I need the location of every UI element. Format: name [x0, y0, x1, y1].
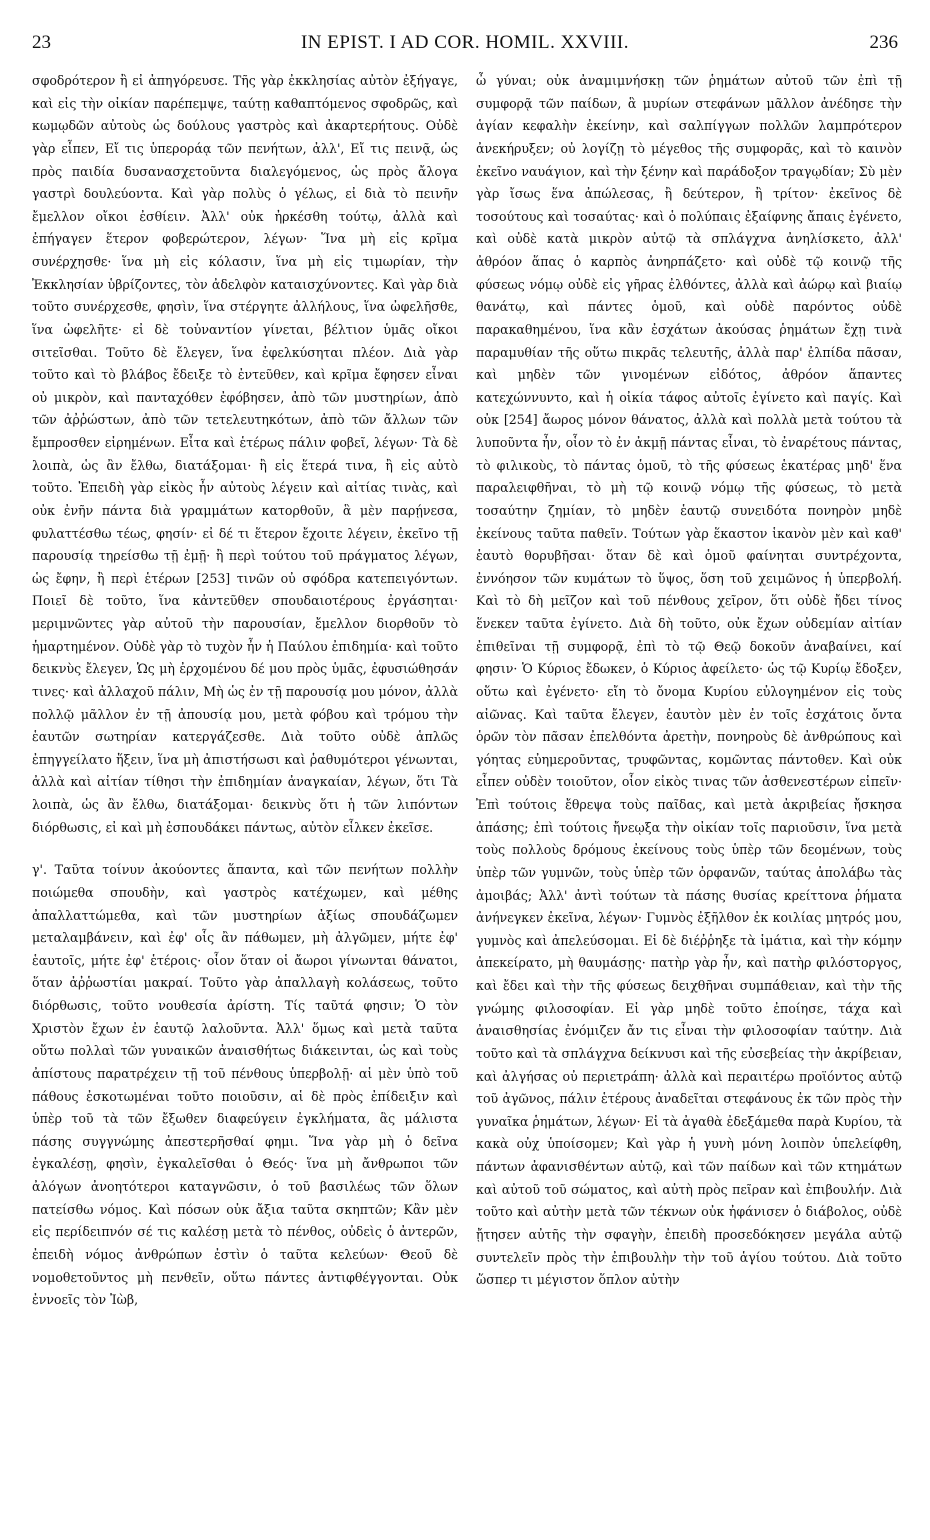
page-number-left: 23	[32, 32, 51, 53]
page-number-right: 236	[869, 32, 898, 53]
left-column	[32, 70, 458, 1312]
right-paragraph-1: ὦ γύναι; οὐκ ἀναμιμνήσκῃ τῶν ῥημάτων αὐτοῦ τῶν ἐπὶ τῇ συμφορᾷ τῶν παίδων, ἃ μυρίων στεφάνων μᾶλλον ἀνέδησε τὴν ἁγίαν κεφαλὴν ἐκείνην, καὶ σαλπίγγων πολλῶν λαμπρότερον ἀνεκήρυξεν; οὐ λογίζῃ τὸ μέγεθος τῆς συμφορᾶς, καὶ τὸ καινὸν ἐκεῖνο ναυάγιον, καὶ τὴν ξένην καὶ παράδοξον τραγῳδίαν; Σὺ μὲν γὰρ ἴσως ἕνα ἀπώλεσας, ἢ δεύτερον, ἢ τρίτον· ἐκεῖνος δὲ τοσούτους καὶ τοσαύτας· καὶ ὁ πολύπαις ἐξαίφνης ἄπαις ἐγένετο, καὶ οὐδὲ κατὰ μικρὸν αὐτῷ τὰ σπλάγχνα ἀνηλίσκετο, ἀλλ' ἀθρόον ἅπας ὁ καρπὸς ἀνηρπάζετο· καὶ οὐδὲ τῷ κοινῷ τῆς φύσεως νόμῳ οὐδὲ εἰς γῆρας ἐλθόντες, ἀλλὰ καὶ ἀώρῳ καὶ βιαίῳ θανάτῳ, καὶ πάντες ὁμοῦ, καὶ οὐδὲ παρόντος οὐδὲ παρακαθημένου, ἵνα κἂν ἐσχάτων ἀκούσας ῥημάτων ἔχῃ τινὰ παραμυθίαν τῆς οὕτω πικρᾶς τελευτῆς, ἀλλὰ παρ' ἐλπίδα πᾶσαν, καὶ μηδὲν τῶν γινομένων εἰδότος, ἀθρόον ἅπαντες κατεχώννυντο, καὶ ἡ οἰκία τάφος αὐτοῖς ἐγίνετο καὶ παγίς. Καὶ οὐκ [254] ἄωρος μόνον θάνατος, ἀλλὰ καὶ πολλὰ μετὰ τούτου τὰ λυποῦντα ἦν, οἷον τὸ ἐν ἀκμῇ πάντας εἶναι, τὸ ἐναρέτους πάντας, τὸ φιλικοὺς, τὸ πάντας ὁμοῦ, τὸ τῆς φύσεως ἑκατέρας μηδ' ἕνα παραλειφθῆναι, τὸ μὴ τῷ κοινῷ νόμῳ τῆς φύσεως, τὸ μετὰ τοσαύτην ζημίαν, τὸ μηδὲν ἑαυτῷ συνειδότα πονηρὸν μηδὲ ἐκείνους ταῦτα παθεῖν. Τούτων γὰρ ἕκαστον ἱκανὸν μὲν καὶ καθ' ἑαυτὸ θορυβῆσαι· ὅταν δὲ καὶ ὁμοῦ φαίνηται συντρέχοντα, ἐννόησον τῶν κυμάτων τὸ ὕψος, ὅση τοῦ χειμῶνος ἡ ὑπερβολή. Καὶ τὸ δὴ μεῖζον καὶ τοῦ πένθους χεῖρον, ὅτι οὐδὲ ἤδει τίνος ἕνεκεν ταῦτα ἐγίνετο. Διὰ δὴ τοῦτο, οὐκ ἔχων οὐδεμίαν αἰτίαν ἐπιθεῖναι τῇ συμφορᾷ, ἐπὶ τὸ τῷ Θεῷ δοκοῦν ἀναβαίνει, καί φησιν· Ὁ Κύριος ἔδωκεν, ὁ Κύριος ἀφείλετο· ὡς τῷ Κυρίῳ ἔδοξεν, οὕτω καὶ ἐγένετο· εἴη τὸ ὄνομα Κυρίου εὐλογημένον εἰς τοὺς αἰῶνας. Καὶ ταῦτα ἔλεγεν, ἑαυτὸν μὲν ἐν τοῖς ἐσχάτοις ὄντα ὁρῶν τὸν πᾶσαν ἐπελθόντα ἀρετὴν, πονηροὺς δὲ ἀνθρώπους καὶ γόητας εὐημεροῦντας, τρυφῶντας, κομῶντας πάντοθεν. Καὶ οὐκ εἶπεν οὐδὲν τοιοῦτον, οἷον εἰκὸς τινας τῶν ἀσθενεστέρων εἰπεῖν· Ἐπὶ τούτοις ἔθρεψα τοὺς παῖδας, καὶ μετὰ ἀκριβείας ἤσκησα ἀπάσης; ἐπὶ τούτοις ἤνεῳξα τὴν οἰκίαν τοῖς παριοῦσιν, ἵνα μετὰ τοὺς πολλοὺς δρόμους ἐκείνους τοὺς ὑπὲρ τῶν δεομένων, τοὺς ὑπὲρ τῶν γυμνῶν, τοὺς ὑπὲρ τῶν ὀρφανῶν, ταύτας ἀπολάβω τὰς ἀμοιβάς; Ἀλλ' ἀντὶ τούτων τὰ πάσης θυσίας κρείττονα ῥήματα ἀνήνεγκεν ἐκεῖνα, λέγων· Γυμνὸς ἐξῆλθον ἐκ κοιλίας μητρός μου, γυμνὸς καὶ ἀπελεύσομαι. Εἰ δὲ διέῤῥηξε τὰ ἱμάτια, καὶ τὴν κόμην ἀπεκείρατο, μὴ θαυμάσῃς· πατὴρ γὰρ ἦν, καὶ πατὴρ φιλόστοργος, καὶ ἔδει καὶ τὴν τῆς φύσεως δειχθῆναι συμπάθειαν, καὶ τὴν τῆς γνώμης φιλοσοφίαν. Εἰ γὰρ μηδὲ τοῦτο ἐποίησε, τάχα καὶ ἀναισθησίας ἐνόμιζεν ἄν τις εἶναι τὴν φιλοσοφίαν ταύτην. Διὰ τοῦτο καὶ τὰ σπλάγχνα δείκνυσι καὶ τῆς εὐσεβείας τὴν ἀκρίβειαν, καὶ ἀλγήσας οὐ περιετράπη· ἀλλὰ καὶ περαιτέρω προϊόντος αὐτῷ τοῦ ἀγῶνος, πάλιν ἑτέρους ἀναδεῖται στεφάνους ἐκ τῶν πρὸς τὴν γυναῖκα ῥημάτων, λέγων· Εἰ τὰ ἀγαθὰ ἐδεξάμεθα παρὰ Κυρίου, τὰ κακὰ οὐχ ὑποίσομεν; Καὶ γὰρ ἡ γυνὴ μόνη λοιπὸν ὑπελείφθη, πάντων ἀφανισθέντων αὐτῷ, καὶ τῶν παίδων καὶ τῶν κτημάτων καὶ αὐτοῦ τοῦ σώματος, καὶ αὐτὴ πρὸς πεῖραν καὶ ἐπιβουλήν. Διὰ τοῦτο καὶ αὐτὴν μετὰ τῶν τέκνων οὐκ ἠφάνισεν ὁ διάβολος, οὐδὲ ᾔτησεν αὐτῆς τὴν σφαγὴν, ἐπειδὴ προσεδόκησεν μεγάλα αὐτῷ συντελεῖν πρὸς τὴν ἐπιβουλὴν τὴν τοῦ ἁγίου τούτου. Διὰ τοῦτο ὥσπερ τι μέγιστον ὅπλον αὐτὴν	[476, 73, 902, 1288]
left-paragraph-2: γ'. Ταῦτα τοίνυν ἀκούοντες ἅπαντα, καὶ τῶν πενήτων πολλὴν ποιώμεθα σπουδὴν, καὶ γαστρὸς κατέχωμεν, καὶ μέθης ἀπαλλαττώμεθα, καὶ τῶν μυστηρίων ἀξίως σπουδάζωμεν μεταλαμβάνειν, καὶ ἐφ' οἷς ἂν πάθωμεν, μὴ ἀλγῶμεν, μήτε ἐφ' ἑαυτοῖς, μήτε ἐφ' ἑτέροις· οἷον ὅταν οἱ ἄωροι γίνωνται θάνατοι, ὅταν ἀῤῥωστίαι μακραί. Τοῦτο γὰρ ἀπαλλαγὴ κολάσεως, τοῦτο διόρθωσις, τοῦτο νουθεσία ἀρίστη. Τίς ταῦτά φησιν; Ὁ τὸν Χριστὸν ἔχων ἐν ἑαυτῷ λαλοῦντα. Ἀλλ' ὅμως καὶ μετὰ ταῦτα οὕτω πολλαὶ τῶν γυναικῶν ἀναισθήτως διάκεινται, ὡς καὶ τοὺς ἀπίστους παρατρέχειν τῇ τοῦ πένθους ὑπερβολῇ· αἱ μὲν ὑπὸ τοῦ πάθους ἐσκοτωμέναι τοῦτο ποιοῦσιν, αἱ δὲ πρὸς ἐπίδειξιν καὶ ὑπὲρ τοῦ τὰ τῶν ἔξωθεν διαφεύγειν ἐγκλήματα, ἃς μάλιστα πάσης συγγνώμης ἀπεστερῆσθαί φημι. Ἵνα γὰρ μὴ ὁ δεῖνα ἐγκαλέσῃ, φησὶν, ἐγκαλεῖσθαι ὁ Θεός· ἵνα μὴ ἄνθρωποι τῶν ἀλόγων ἀνοητότεροι καταγνῶσιν, ὁ τοῦ βασιλέως τῶν ὅλων πατείσθω νόμος. Καὶ πόσων οὐκ ἄξια ταῦτα σκηπτῶν; Κἂν μὲν εἰς περίδειπνόν σέ τις καλέσῃ μετὰ τὸ πένθος, οὐδεὶς ὁ ἀντερῶν, ἐπειδὴ νόμος ἀνθρώπων ἐστὶν ὁ ταῦτα κελεύων· Θεοῦ δὲ νομοθετοῦντος μὴ πενθεῖν, οὕτω πάντες ἀντιφθέγγονται. Οὐκ ἐννοεῖς τὸν Ἰὼβ,	[32, 862, 458, 1308]
left-paragraph-1: σφοδρότερον ἢ εἰ ἀπηγόρευσε. Τῆς γὰρ ἐκκλησίας αὐτὸν ἐξήγαγε, καὶ εἰς τὴν οἰκίαν παρέπεμψε, ταύτῃ καθαπτόμενος σφοδρῶς, καὶ κωμῳδῶν αὐτοὺς ὡς δούλους γαστρὸς καὶ ἀκαρτερήτους. Οὐδὲ γὰρ εἶπεν, Εἴ τις ὑπεροράᾳ τῶν πενήτων, ἀλλ', Εἴ τις πεινᾷ, ὡς πρὸς παιδία δυσανασχετοῦντα διαλεγόμενος, ὡς πρὸς ἄλογα γαστρὶ δουλεύοντα. Καὶ γὰρ πολὺς ὁ γέλως, εἰ διὰ τὸ πεινῆν ἔμελλον οἴκοι ἐσθίειν. Ἀλλ' οὐκ ἠρκέσθη τούτῳ, ἀλλὰ καὶ ἐπήγαγεν ἕτερον φοβερώτερον, λέγων· Ἵνα μὴ εἰς κρῖμα συνέρχησθε· ἵνα μὴ εἰς κόλασιν, ἵνα μὴ εἰς τιμωρίαν, τὴν Ἐκκλησίαν ὑβρίζοντες, τὸν ἀδελφὸν καταισχύνοντες. Καὶ γὰρ διὰ τοῦτο συνέρχεσθε, φησὶν, ἵνα στέργητε ἀλλήλους, ἵνα ὠφελῆσθε, ἵνα ὠφελῆτε· εἰ δὲ τοὐναντίον γίνεται, βέλτιον ὑμᾶς οἴκοι σιτεῖσθαι. Τοῦτο δὲ ἔλεγεν, ἵνα ἐφελκύσηται πλέον. Διὰ γὰρ τοῦτο καὶ τὸ βλάβος ἔδειξε τὸ ἐντεῦθεν, καὶ κρῖμα ἔφησεν εἶναι οὐ μικρὸν, καὶ πανταχόθεν ἐφόβησεν, ἀπὸ τῶν μυστηρίων, ἀπὸ τῶν ἀῤῥώστων, ἀπὸ τῶν τετελευτηκότων, ἀπὸ τῶν ἄλλων τῶν ἔμπροσθεν εἰρημένων. Εἶτα καὶ ἑτέρως πάλιν φοβεῖ, λέγων· Τὰ δὲ λοιπὰ, ὡς ἂν ἔλθω, διατάξομαι· ἢ εἰς ἕτερά τινα, ἢ εἰς αὐτὸ τοῦτο. Ἐπειδὴ γὰρ εἰκὸς ἦν αὐτοὺς λέγειν καὶ αἰτίας τινὰς, καὶ οὐκ ἐνῆν πάντα διὰ γραμμάτων κατορθοῦν, ἃ μὲν παρῄνεσα, φυλαττέσθω τέως, φησίν· εἰ δέ τι ἕτερον ἔχοιτε λέγειν, ἐκεῖνο τῇ παρουσίᾳ τηρείσθω τῇ ἐμῇ· ἢ περὶ τούτου τοῦ πράγματος λέγων, ὡς ἔφην, ἢ περὶ ἑτέρων [253] τινῶν οὐ σφόδρα κατεπειγόντων. Ποιεῖ δὲ τοῦτο, ἵνα κἀντεῦθεν σπουδαιοτέρους ἐργάσηται· μεριμνῶντες γὰρ αὐτοῦ τὴν παρουσίαν, ἔμελλον διορθοῦν τὸ ἡμαρτημένον. Οὐδὲ γὰρ τὸ τυχὸν ἦν ἡ Παύλου ἐπιδημία· καὶ τοῦτο δεικνὺς ἔλεγεν, Ὡς μὴ ἐρχομένου δέ μου πρὸς ὑμᾶς, ἐφυσιώθησάν τινες· καὶ ἀλλαχοῦ πάλιν, Μὴ ὡς ἐν τῇ παρουσίᾳ μου μόνον, ἀλλὰ πολλῷ μᾶλλον ἐν τῇ ἀπουσίᾳ μου, μετὰ φόβου καὶ τρόμου τὴν ἑαυτῶν σωτηρίαν κατεργάζεσθε. Διὰ τοῦτο οὐδὲ ἁπλῶς ἐπηγγείλατο ἥξειν, ἵνα μὴ ἀπιστήσωσι καὶ ῥαθυμότεροι γένωνται, ἀλλὰ καὶ αἰτίαν τίθησι τὴν ἐπιδημίαν ἀναγκαίαν, λέγων, ὅτι Τὰ λοιπὰ, ὡς ἂν ἔλθω, διατάξομαι· δεικνὺς ὅτι ἡ τῶν λιπόντων διόρθωσις, εἰ καὶ μὴ ἐσπουδάκει πάντως, αὐτὸν εἷλκεν ἐκεῖσε.	[32, 73, 458, 835]
page-header	[32, 32, 898, 66]
right-column	[476, 70, 902, 1292]
running-title: IN EPIST. I AD COR. HOMIL. XXVIII.	[300, 32, 629, 53]
